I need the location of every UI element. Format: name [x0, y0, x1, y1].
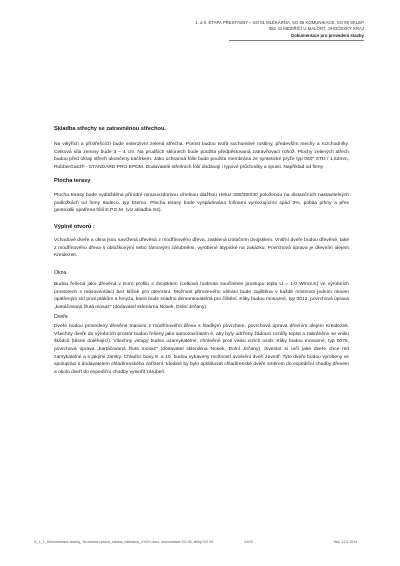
footer-file-name: D_1_1_Dokumentace stavby_Technická zpráva_stavba_mlékárny_XXXX.docx, komunikace SO 05, sklep SO 09: [34, 540, 214, 544]
section-text-windows: Budou řešená jako dřevěná v Euro profilu s dvojsklem (celková hodnota součinitele prostupu tepla U = 1,0 W/m2.K) ve výrobních prostorech s mikroventilací bez klíček pro otevírání. Možnost přirozeného větrání bude zajištěna v každé místnosti jedním oknem opatřeným sítí proti ptákům a hmyzu, které bude snadno demontovatelná pro čištění. Kliky budou mosazné, typ 0012, povrchová úprava „kartáčovaná žlutá mosaz" (dodavatel sklenárna Nosek, Dolní Jirčany).: [54, 282, 349, 311]
header-address-line: 882 41 MEZIŘÍČÍ U MALONT, JIHOČESKÝ KRAJ: [268, 26, 364, 32]
section-text-terrace: Plocha terasy bude vydlážděna přírodní mrazuvzdornou cihelnou dlažbou Heluz 300/300/30 položenou na distančních nastavitelných podložkách od firmy Itadeco, typ Eterno. Plocha terasy bude vyspádována fošnami vymezujícími spád 3%, pobita prkny a přes geotextilii opatřena fólií E.P.D.M. (viz skladba S4).: [54, 192, 349, 214]
header-project-line: 1. a II. ETAPA PŘESTAVBY – SO 01 MLÉKÁRNA, SO 05 KOMUNIKACE, SO 09 SKLEP: [195, 20, 364, 25]
document-body: [54, 126, 349, 377]
header-document-type: Dokumentace pro provedení stavby: [291, 32, 364, 38]
footer-print-date: tisk: 12.5.2014: [334, 540, 358, 544]
section-title-terrace: Plocha terasy: [54, 177, 91, 184]
header-divider: [229, 40, 364, 41]
section-title-windows: Okna: [54, 270, 67, 277]
page-header: [64, 20, 364, 41]
section-title-doors: Dveře: [54, 313, 68, 320]
section-title-roof: Skladba střechy se zatravněnou střechou.: [54, 126, 166, 132]
section-text-doors: Dveře budou provedeny dřevěné masivní z modřínového dřeva s hladkým povrchem, povrchová úprava dřevním olejem Kreidezeit. Všechny dveře do výrobních prostor budou řešeny jako samozavírateln é, aby byly udrženy žádoucí rozdíly teplot a zabráněno se vniku škůdců (těsné doléhající). Všechny vstupy budou uzamykatelné, chráněné proti vniku cizích osob. Kliky budou mosazné, typ 0076, povrchová úprava „kartáčovaná žlutá mosaz" (dodavatel sklenárna Nosek, Dolní Jirčany). Investor si určí jaké dveře chce mít zamykatelné a s jakými zámky. Chladící boxy 8. a 10. budou vybaveny možností uvolnění dveří zevnitř. Tyto dveře budou vyrobeny ve spolupráci s dodavatelem chladírenského zařízení. Ideálně by bylo opláštovat chladírenské dveře směrem do expediční chodby dřevem a okolo dveří do expediční chodby vytvořit zárubeň.: [54, 323, 349, 376]
footer-page-number: 14/20: [244, 540, 253, 544]
section-text-openings: Vchodové dveře a okna jsou navržená dřevěná z modřínového dřeva, zasklená izolačním dvojsklem. Vnitřní dveře budou dřevěné, také z modřínového dřeva s obložkovými nebo rámovými zárubněmi, vyrobené atypické na zakázku. Povrchová úprava je dřevním olejem Kreidezeit.: [54, 237, 349, 259]
section-title-openings: Výplně otvorů :: [54, 223, 95, 230]
section-text-roof: Na vikýřích a přístřešcích bude extenzivní zelená střecha. Porost budou tvořit suchomilné rostliny, především mechy a rozchodníky. Celková síla zeminy bude 3 – 4 cm. Na prudších sklonech bude použita předpěstovaná zatravňovací rohož. Plochy zelených střech budou před okraji střech ukončeny kačírkem. Jako ochranná fólie bude použita membrána ze syntetické pryže typ 060" STD / 1,52mm, RubberGard® - STANDARD PRO EPDM. Dodavatelé střešních fólií dodávají i typové průchodky a vpusti. Například od firmy: [54, 142, 349, 171]
